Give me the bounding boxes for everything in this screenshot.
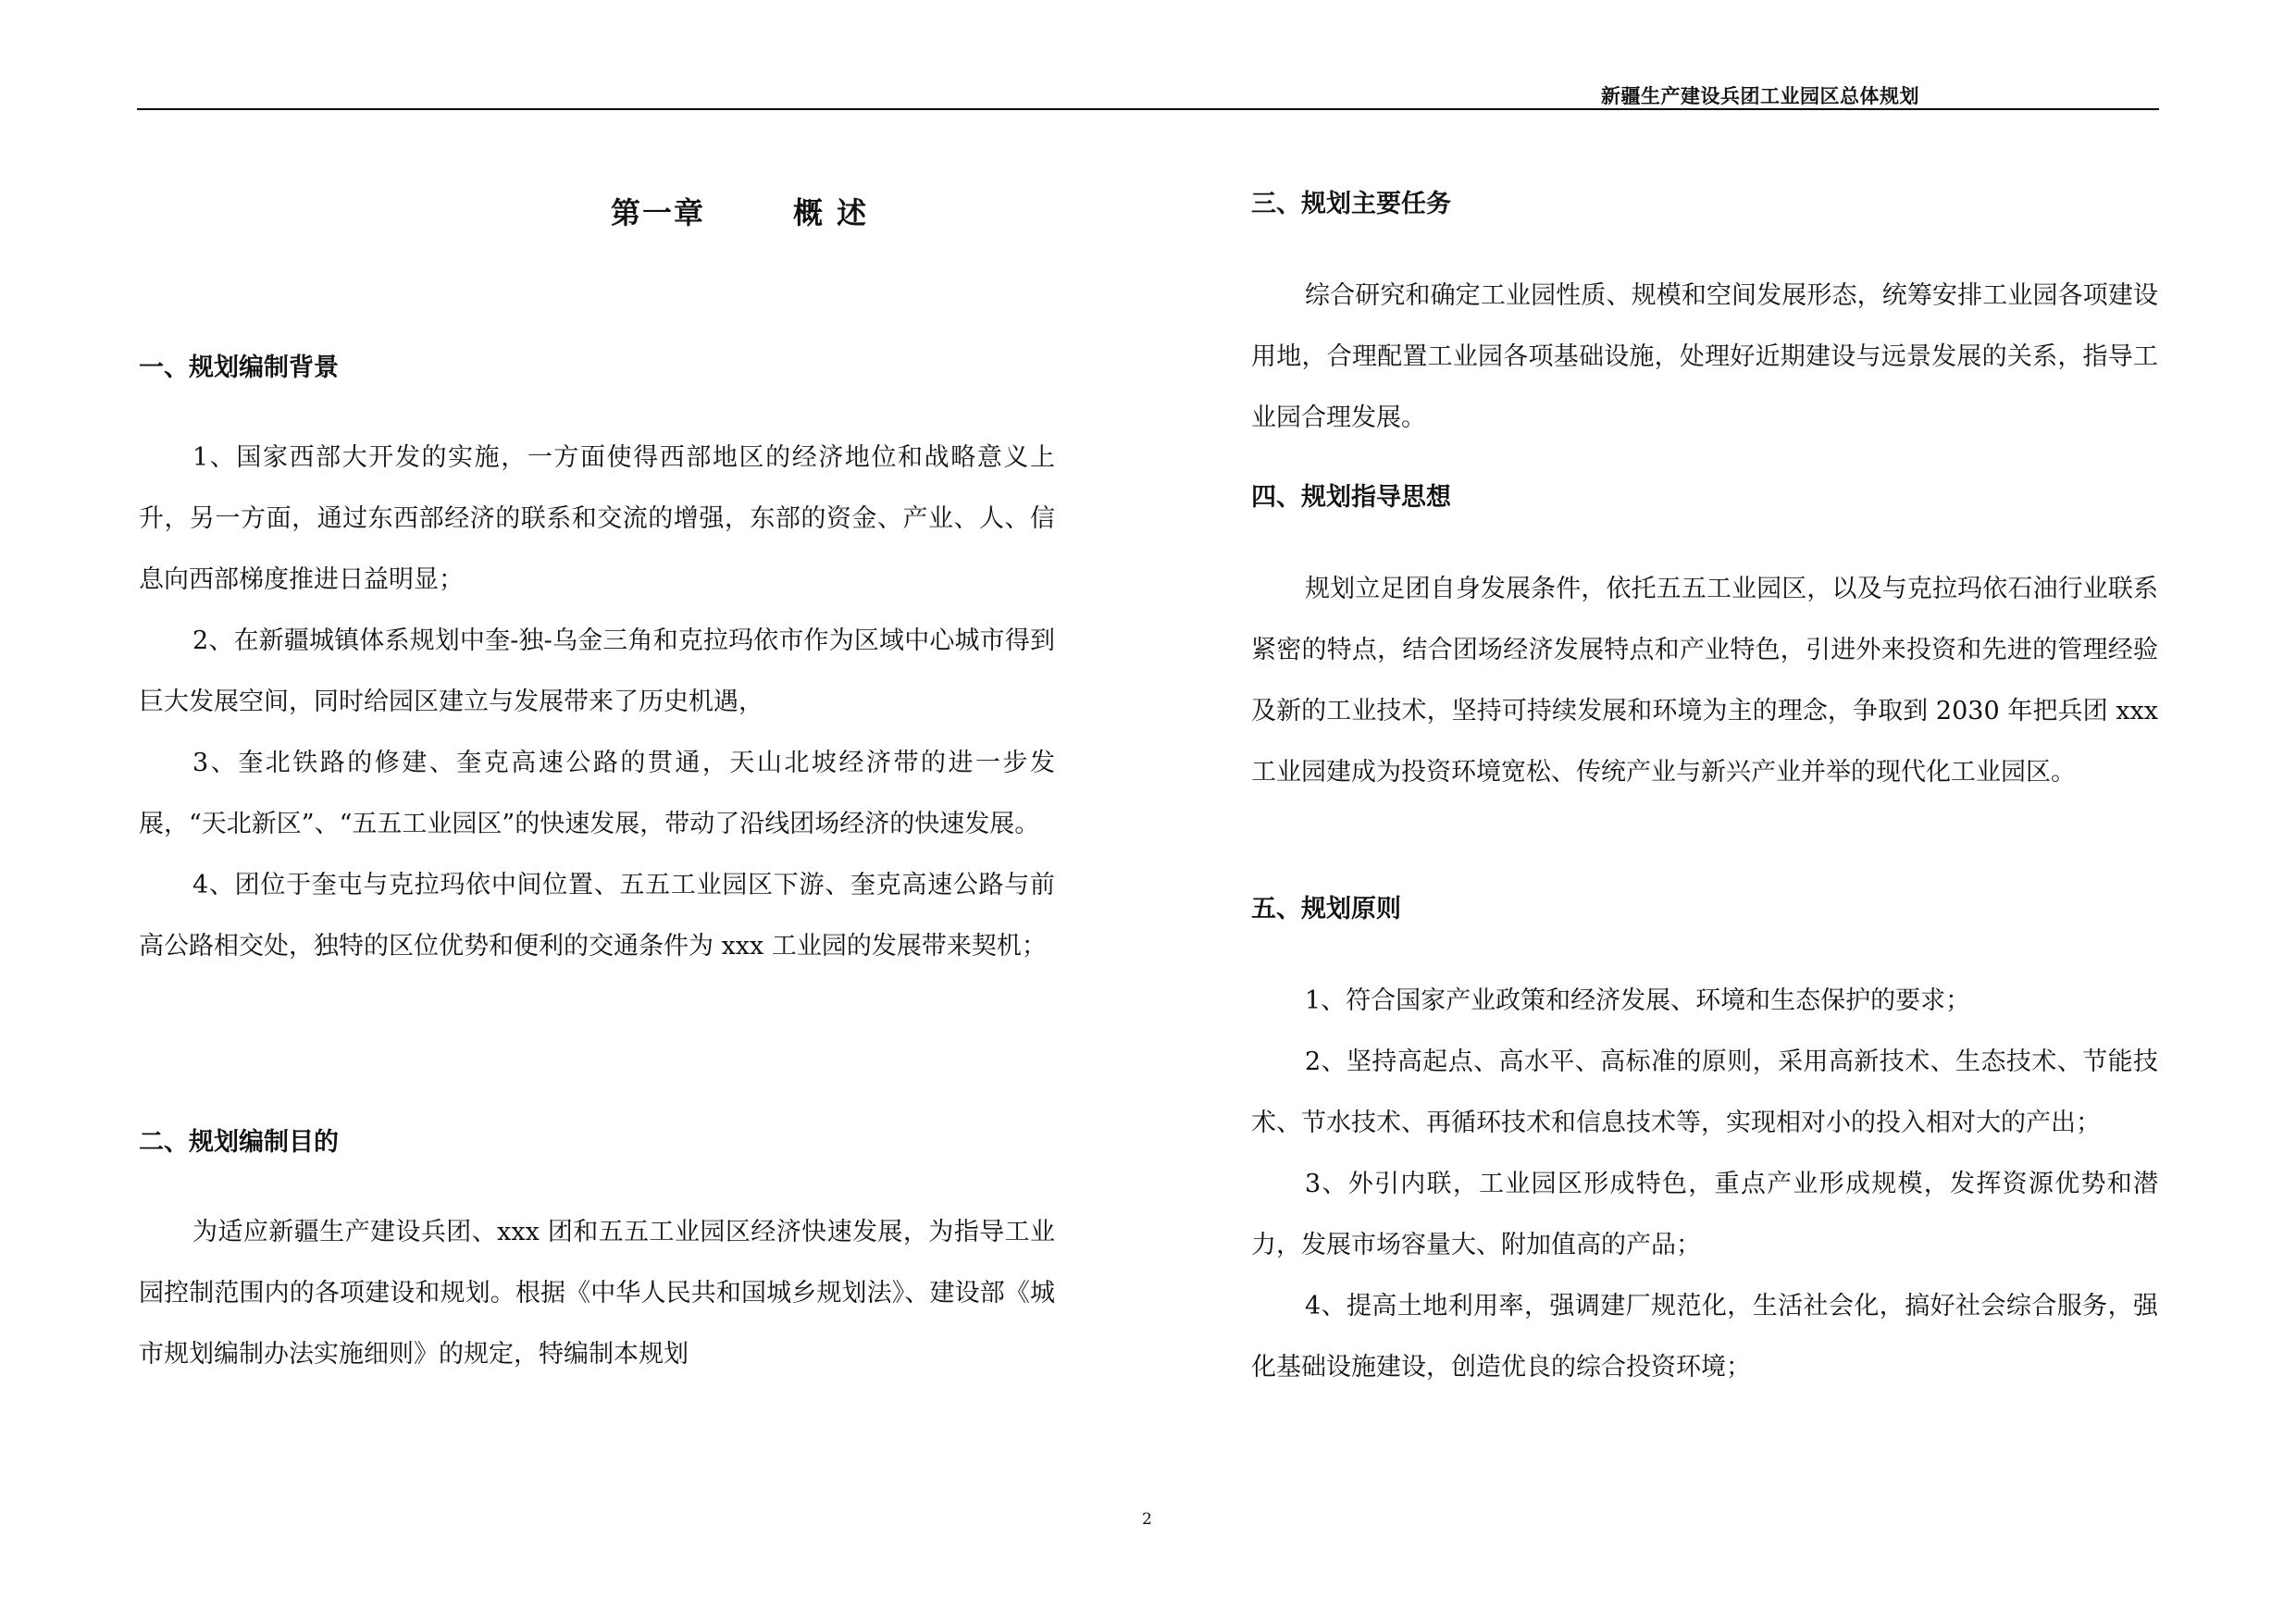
section-heading: 一、规划编制背景: [139, 353, 339, 382]
paragraph: 2、坚持高起点、高水平、高标准的原则，采用高新技术、生态技术、节能技术、节水技术、再循环技术和信息技术等，实现相对小的投入相对大的产出；: [1251, 1048, 2158, 1137]
header-rule: [137, 108, 2159, 110]
paragraph: 3、外引内联，工业园区形成特色，重点产业形成规模，发挥资源优势和潜力，发展市场容量大、附加值高的产品；: [1251, 1170, 2158, 1259]
paragraph: 为适应新疆生产建设兵团、xxx 团和五五工业园区经济快速发展，为指导工业园控制范围内的各项建设和规划。根据《中华人民共和国城乡规划法》、建设部《城市规划编制办法实施细则》的规定，特编制本规划: [139, 1218, 1055, 1369]
page-number: 2: [1142, 1510, 1152, 1529]
paragraph: 2、在新疆城镇体系规划中奎-独-乌金三角和克拉玛依市作为区域中心城市得到巨大发展空间，同时给园区建立与发展带来了历史机遇，: [139, 626, 1055, 716]
section-heading: 三、规划主要任务: [1251, 190, 1451, 218]
paragraph: 综合研究和确定工业园性质、规模和空间发展形态，统筹安排工业园各项建设用地，合理配置工业园各项基础设施，处理好近期建设与远景发展的关系，指导工业园合理发展。: [1251, 281, 2158, 432]
section-heading: 二、规划编制目的: [139, 1128, 339, 1157]
paragraph: 规划立足团自身发展条件，依托五五工业园区，以及与克拉玛依石油行业联系紧密的特点，结合团场经济发展特点和产业特色，引进外来投资和先进的管理经验及新的工业技术，坚持可持续发展和环境为主的理念，争取到 2030 年把兵团 xxx 工业园建成为投资环境宽松、传统产业与新兴产业并举的现代化工业园区。: [1251, 575, 2158, 787]
chapter-number: 第一章: [611, 195, 706, 230]
section-tasks: [1251, 186, 2158, 449]
section-purpose: [139, 1124, 1055, 1385]
section-heading: 五、规划原则: [1251, 895, 1401, 924]
paragraph: 1、符合国家产业政策和经济发展、环境和生态保护的要求；: [1305, 986, 1971, 1015]
paragraph: 4、团位于奎屯与克拉玛依中间位置、五五工业园区下游、奎克高速公路与前高公路相交处，独特的区位优势和便利的交通条件为 xxx 工业园的发展带来契机；: [139, 871, 1055, 961]
section-guiding-ideas: [1251, 479, 2158, 803]
section-heading: 四、规划指导思想: [1251, 483, 1451, 512]
paragraph: 3、奎北铁路的修建、奎克高速公路的贯通，天山北坡经济带的进一步发展，“天北新区”、“五五工业园区”的快速发展，带动了沿线团场经济的快速发展。: [139, 749, 1055, 838]
running-header-title: 新疆生产建设兵团工业园区总体规划: [1601, 85, 1919, 107]
paragraph: 4、提高土地利用率，强调建厂规范化，生活社会化，搞好社会综合服务，强化基础设施建设，创造优良的综合投资环境；: [1251, 1292, 2158, 1382]
chapter-name: 概 述: [793, 195, 869, 230]
paragraph: 1、国家西部大开发的实施，一方面使得西部地区的经济地位和战略意义上升，另一方面，通过东西部经济的联系和交流的增强，东部的资金、产业、人、信息向西部梯度推进日益明显；: [139, 443, 1055, 594]
chapter-title: [611, 190, 868, 232]
section-principles: [1251, 891, 2158, 1398]
section-background: [139, 350, 1055, 977]
